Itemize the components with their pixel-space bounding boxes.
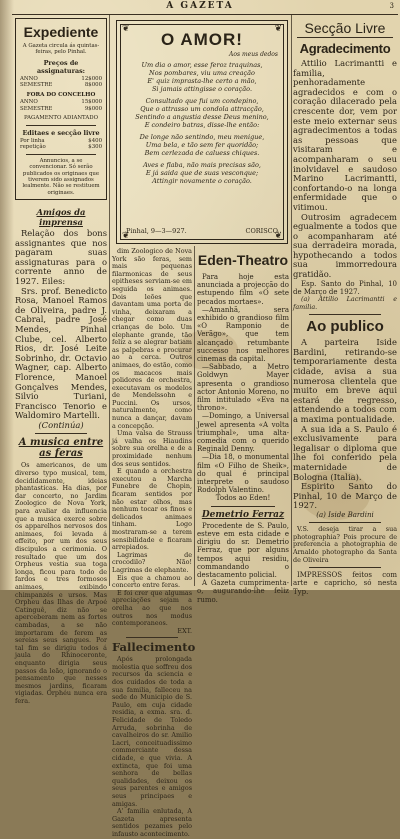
poem-verse: Attingir novamente o coração.: [152, 177, 252, 185]
poem-verse: Nos pombares, viu uma creação: [149, 69, 255, 77]
eden-p2: —Amanhã, sera exhibido o grandioso film «O Ramponio de Verãgo», que tem alcançado retumbante successo nos melhores cinemas da capital.: [197, 305, 289, 364]
ao-publico-place: Espirito Santo do Pinhal, 10 de Março de 1927.: [293, 481, 397, 511]
poem-verse: Que o attrasso um condola attracção,: [140, 105, 264, 113]
divider: [26, 125, 96, 126]
price-row: Por linha $400: [20, 137, 102, 144]
poem-place-date: Pinhal, 9—3—927.: [126, 227, 187, 235]
column-2: [112, 247, 196, 838]
corner-ornament-icon: ❦: [122, 24, 130, 34]
zoo-signature: EXT.: [177, 626, 192, 635]
eden-p5: —Dia 18, o monumental film «O Filho de Sheik», do qual é principal interprete o saudoso Rodolph Valentino.: [197, 453, 289, 495]
zoo-body-6: E foi crer que algumas apreciações sejam a orelha ao que nos outros nos modus contemporaneos.: [112, 588, 192, 628]
amigos-title: Amigos da imprensa: [36, 207, 86, 227]
poem-verse: Bem cerlezada de caluess chiques.: [144, 149, 260, 157]
price-row: SEMESTRE 8$000: [20, 82, 102, 89]
eden-p4: —Domingo, a Universal Jewel apresenta «A volta triumphal», uma alta-comedia com o querido Reginald Denny.: [197, 412, 289, 454]
masthead: [0, 0, 400, 14]
column-rule: [291, 14, 292, 586]
price-row: repetição $300: [20, 144, 102, 151]
poem-verse: Uma bela, e tão sem fer quoridão;: [145, 141, 259, 149]
amigos-lead: Relação dos bons assignantes que nos pagaram suas assignaturas para o corrente anno de 1927. Eiles:: [15, 228, 107, 286]
prices-title: Preços de assignaturas:: [36, 58, 86, 75]
fallecimento-title: Fallecimento: [112, 640, 196, 655]
poem-title: O AMOR!: [161, 30, 243, 49]
poem-verse: E' quiz imprasta-lhe certo a mão,: [147, 77, 257, 85]
expediente-title: Expediente: [23, 24, 99, 40]
column-rule: [194, 246, 195, 586]
poem-verse: Sentindo a angustia desse Deus menino,: [135, 113, 269, 121]
zoo-body-4: Lagrimas de crocodilo? Não! Lagrimas de elephante.: [112, 550, 192, 574]
poem-verse: Aves e flaba, não mais precisas são,: [143, 161, 261, 169]
poem-verse: Um dia o amor, esse feroz traquinas,: [141, 61, 263, 69]
pagamento-adiantado: PAGAMENTO ADIANTADO: [23, 115, 98, 122]
demetrio-body-2: A Gazeta cumprimenta-o, augurando-lhe feliz rumo.: [197, 579, 289, 604]
column-3: [197, 248, 289, 604]
poem-signature: CORISCO: [245, 227, 278, 235]
agradecimento-place: Esp. Santo do Pinhal, 10 de Março de 1927.: [293, 279, 397, 296]
editaes-title: Editaes e secção livre: [22, 128, 100, 137]
poem-box: [116, 20, 288, 244]
eden-title: Eden-Theatro: [197, 252, 289, 268]
expediente-notes: Annuncios, a se convencionar. Só serão publicados os originaes que tiverem sido assignados lealmente. Não se restituem originaes.: [22, 157, 100, 196]
ao-publico-sign: (a) Iside Bardini: [316, 510, 374, 519]
ao-publico-body-2: A sua ida a S. Paulo é exclusivamente para legalisar o diploma que lhe foi conferido pela maternidade de Bologna (Italia).: [293, 423, 397, 482]
demetrio-body: Procedente de S. Paulo, esteve em esta cidade e dirigiu do sr. Demetrio Ferraz, que por alguns tempos aqui residiu, commandando o destacamento policial.: [197, 521, 289, 579]
poem-verse: E condeiro batras, disse-lhe então:: [144, 121, 260, 129]
fora-title: FORA DO CONCELHO: [26, 92, 96, 98]
page-number: 3: [389, 2, 394, 10]
agradecimento-sign: (a) Attilio Lacrimantti e familia.: [293, 295, 397, 311]
corner-ornament-icon: ❦: [274, 231, 282, 241]
agradecimento-title: Agradecimento: [299, 41, 391, 56]
fallecimento-body-2: A' familia enlutada, A Gazeta apresenta sentidos pezames pelo infausto acontecimento.: [112, 807, 192, 838]
poem-signature-line: [126, 227, 278, 235]
price-row: ANNO 12$000: [20, 75, 102, 82]
eden-p6: Todos ao Eden!: [215, 494, 271, 503]
ao-publico-body: A parteira Iside Bardini, retirando-se temporariamente desta cidade, avisa a sua numerosa clientela que muito em breve aqui estará de regresso, attendendo a todos com a maxima pontualidade.: [293, 337, 397, 424]
zoo-body-2: Uma valsa de Strauss já valha os Hiaudins sobre sua orelha e de a proximidade nenhum dos seus sentidos.: [112, 429, 192, 468]
column-rule: [109, 14, 110, 586]
agradecimento-body-2: Outrosim agradecem egualmente a todos que o acompanharam até sua derradeira morada, hypothecando a todos sua immorredoura gratidão.: [293, 211, 397, 280]
poem-inner-frame: [120, 24, 284, 240]
page-edge-shadow: [0, 0, 14, 590]
impressos-ad: IMPRESSOS feitos com arte e capricho, só nesta Typ.: [293, 571, 397, 596]
poem-verse: E já saida que de suas vesconque;: [145, 169, 259, 177]
musica-body: Os americanos, de um diverso typo musical, tem, decididamente, ideias phantasticas. Ha dias, por dar concerto, no Jardim Zoologico de Nova York, para avaliar da influencia que a musica exerce sobre os apparelhos nervosos dos animaes, foi levada á effeito, por um dos seus discipulos a cerimonia. O resultado que um dos Orpheus vestia sua toga longa, ficou para todo de fardos e tres formosos animaes, exibindo chimpanzés e ursos. Mas Orpheu das Ilhas de Arpoé Catinguê, diz não se aperceberam nem as fortes cambadas, a se não importaram de ferem as sereias seus sangues. Por tal fim se dirigiu todos á jaula do Rhinoceronte, enquanto dirigia seus passos da leão, ignorando o pensamento que nesses mesmos jardins, ficaram vigiadas. Orphéu nunca era fera.: [15, 461, 107, 705]
poem-verse: De longe não sentindo, meu menigue,: [139, 133, 265, 141]
musica-title: A musica entre as feras: [18, 437, 104, 460]
poem-verse: Consultado que fui um condepino,: [145, 97, 259, 105]
amigos-body: Srs. prof. Benedicto Rosa, Manoel Ramos de Oliveira, padre J. Cabral, padre José Mendes, Pinhal Clube, cel. Alberto Rios, dr. José Leite Sobrinho, dr. Octavio Wagner, cap. Alberto Florence, Manoel Gonçalves Mendes, Silvio Turiani, Francisco Tenorio e Waldomiro Martelli.: [15, 285, 107, 421]
fallecimento-body: Após prolongada molestia que soffreu dos recursos da sciencia e dos cuidados de toda a sua familia, falleceu na sede do Municipio de S. Paulo, em cuja cidade residia, a exma. sra. d. Felicidade de Toledo Arruda, sobrinha de cavalheiros do sr. Amilio Lacri, conceituadissimo commerciante dessa cidade, e que vivia. A extincta, que foi uma senhora de bellas qualidades, deixou os seus parentes e amigos seus principaes e amigas.: [112, 655, 192, 808]
zoo-body: dim Zoologico de Nova York são feras, sem mais pequenas filarmonicas de seus epitheses serviam-se em seguida os animaes. Dois leões que davantam uma porta de vinha, deixaram a chegar como duas crianças de bolo. Um elephante grande, tão feliz a se alegrar batiam as palpebras e procurar ao a cerca. Outros animaes, do estão, como os macacos mais polidores de orchestra, executavam os modelos de Mendelssohn e Puccini. Os ursos, naturalmente, como nunca a dançar, davam a concepção.: [112, 247, 192, 430]
masthead-title: A GAZETA: [166, 1, 234, 11]
eden-p3: —Sabbado, a Metro Goldwyn Mayer apresenta o grandioso actor Antonio Moreno, no film intitulado «Eva na throno».: [197, 363, 289, 413]
vs-photo-ad: V.S. deseja tirar a sua photographia? Pois procure de preferencia a photographia de Arnaldo photographo da Santa de Oliveira: [293, 525, 397, 564]
column-1: [15, 18, 107, 705]
masthead-rule: [12, 14, 398, 15]
seccao-livre-title: Secção Livre: [304, 20, 386, 36]
poem-verse: Si jamais attingisse o coração.: [151, 85, 253, 93]
price-row: ANNO 15$000: [20, 99, 102, 105]
zoo-body-3: E quando a orchestra executou a Marcha Funebre de Chopin, ficaram sentidos por não estar olhos, mas nenhum tocar os finos e delicados animaes tinham. Logo mostraram-se a terem sensibilidade e ficaram arrepiados.: [112, 467, 192, 552]
poem-dedication: Aos meus dedos: [229, 51, 278, 58]
divider: [26, 154, 96, 155]
corner-ornament-icon: ❦: [122, 231, 130, 241]
column-4: [293, 18, 397, 596]
agradecimento-body: Attilio Lacrimantti e familia, penhoradamente agradecidos e com o coração dilacerado pela crescente dor, vem por este meio externar seus agradecimentos a todas as pessoas que visitaram e acompanharam o seu inolvidavel e saudoso Marino Lacrimantti, confortando-o na longa enfermidade que o vitimou.: [293, 58, 397, 212]
price-row: SEMESTRE 9$000: [20, 105, 102, 112]
amigos-continua: (Continúa): [38, 419, 84, 430]
expediente-box: [15, 18, 107, 200]
ao-publico-title: Ao publico: [306, 318, 384, 336]
corner-ornament-icon: ❦: [274, 24, 282, 34]
eden-p1: Para hoje esta anunciada a projecção do estupendo film «O sete pecados mortaes».: [197, 273, 289, 306]
expediente-intro: A Gazeta circula ás quintas-feiras, pelo Pinhal.: [22, 43, 100, 56]
demetrio-title: Demetrio Ferraz: [201, 509, 285, 520]
zoo-body-5: Eis que a chamou ao concerto entre feras.: [112, 573, 192, 590]
